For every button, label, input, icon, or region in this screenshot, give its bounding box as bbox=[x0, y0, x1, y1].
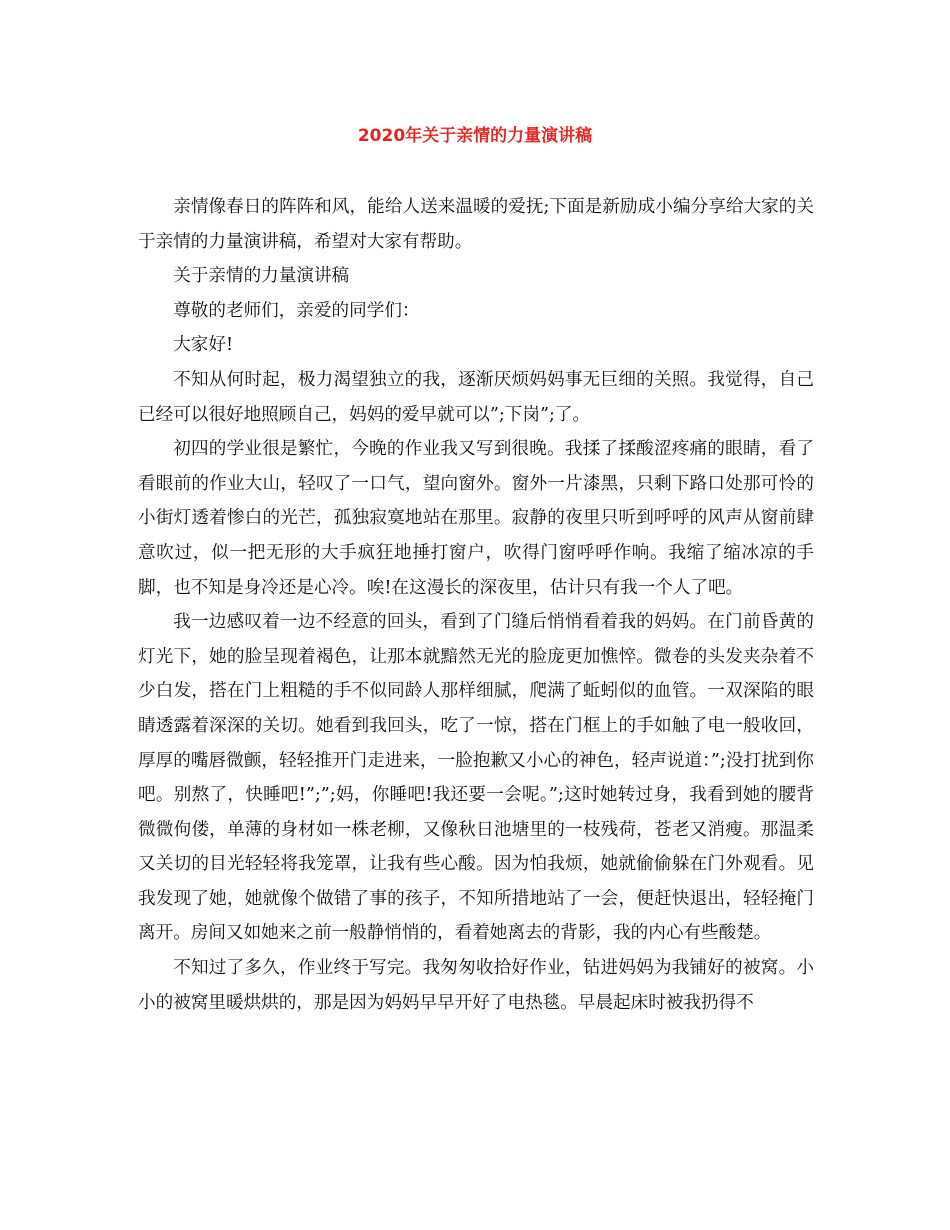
paragraph-body: 初四的学业很是繁忙，今晚的作业我又写到很晚。我揉了揉酸涩疼痛的眼睛，看了看眼前的作业大山，轻叹了一口气，望向窗外。窗外一片漆黑，只剩下路口处那可怜的小街灯透着惨白的光芒，孤独寂寞地站在那里。寂静的夜里只听到呼呼的风声从窗前肆意吹过，似一把无形的大手疯狂地捶打窗户，吹得门窗呼呼作响。我缩了缩冰凉的手脚，也不知是身冷还是心冷。唉!在这漫长的深夜里，估计只有我一个人了吧。 bbox=[138, 439, 814, 598]
paragraph-intro: 亲情像春日的阵阵和风，能给人送来温暖的爱抚;下面是新励成小编分享给大家的关于亲情的力量演讲稿，希望对大家有帮助。 bbox=[138, 197, 814, 252]
document-title: 2020年关于亲情的力量演讲稿 bbox=[357, 126, 593, 146]
paragraph-body: 我一边感叹着一边不经意的回头，看到了门缝后悄悄看着我的妈妈。在门前昏黄的灯光下，她的脸呈现着褐色，让那本就黯然无光的脸庞更加憔悴。微卷的头发夹杂着不少白发，搭在门上粗糙的手不似同龄人那样细腻，爬满了蚯蚓似的血管。一双深陷的眼睛透露着深深的关切。她看到我回头，吃了一惊，搭在门框上的手如触了电一般收回，厚厚的嘴唇微颤，轻轻推开门走进来，一脸抱歉又小心的神色，轻声说道：”;没打扰到你吧。别熬了，快睡吧!”;”;妈，你睡吧!我还要一会呢。”;这时她转过身，我看到她的腰背微微佝偻，单薄的身材如一株老柳，又像秋日池塘里的一枝残荷，苍老又消瘦。那温柔又关切的目光轻轻将我笼罩，让我有些心酸。因为怕我烦，她就偷偷躲在门外观看。见我发现了她，她就像个做错了事的孩子，不知所措地站了一会，便赶快退出，轻轻掩门离开。房间又如她来之前一般静悄悄的，看着她离去的背影，我的内心有些酸楚。 bbox=[138, 612, 814, 944]
paragraph-salutation: 尊敬的老师们，亲爱的同学们： bbox=[173, 300, 420, 321]
paragraph-body: 不知过了多久，作业终于写完。我匆匆收拾好作业，钻进妈妈为我铺好的被窝。小小的被窝里暖烘烘的，那是因为妈妈早早开好了电热毯。早晨起床时被我扔得不 bbox=[138, 958, 814, 1013]
paragraph-body: 不知从何时起，极力渴望独立的我，逐渐厌烦妈妈事无巨细的关照。我觉得，自己已经可以很好地照顾自己，妈妈的爱早就可以”;下岗”;了。 bbox=[138, 369, 814, 425]
paragraph-subtitle: 关于亲情的力量演讲稿 bbox=[173, 266, 350, 287]
paragraph-greeting: 大家好! bbox=[173, 335, 234, 356]
document-body bbox=[138, 190, 814, 1020]
